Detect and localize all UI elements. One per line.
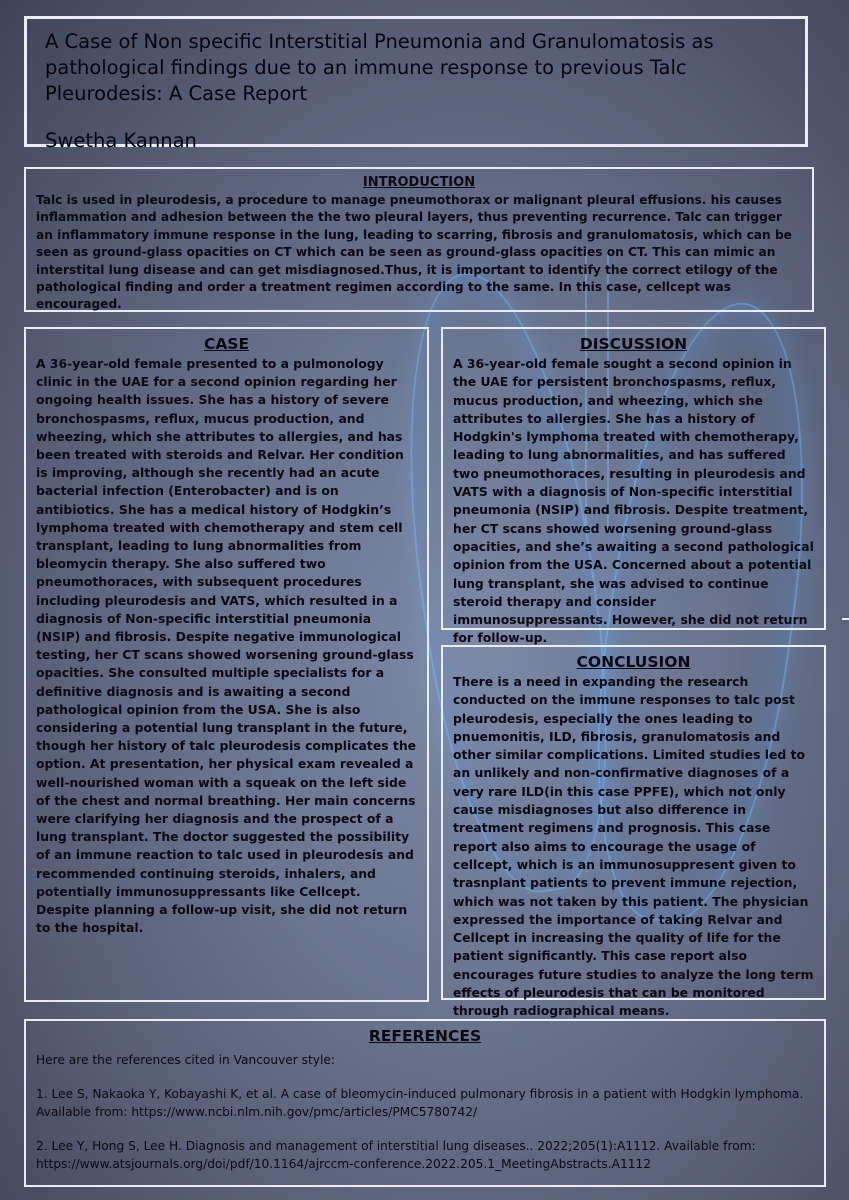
- conclusion-text: There is a need in expanding the research conducted on the immune responses to talc post pleurodesis, especially the ones leading to pnuemonitis, ILD, fibrosis, granulomatosis and other similar complications. Limited studies led to an unlikely and non-confirmative diagnoses of a very rare ILD(in this case PPFE), which not only cause misdiagnoses but also difference in treatment regimens and prognosis. This case report also aims to encourage the usage of cellcept, which is an immunosuppresent given to trasnplant patients to prevent immune rejection, which was not taken by this patient. The physician expressed the importance of taking Relvar and Cellcept in increasing the quality of life for the patient significantly. This case report also encourages future studies to analyze the long term effects of pleurodesis that can be monitored through radiographical means.: [453, 674, 814, 1019]
- discussion-panel: [441, 327, 826, 646]
- references-heading: REFERENCES: [368, 1027, 482, 1045]
- reference-item: 2. Lee Y, Hong S, Lee H. Diagnosis and management of interstitial lung diseases.. 2022;205(1):A1112. Available from: https://www.atsjournals.org/doi/pdf/10.1164/ajrccm-conference.2022.205.1_MeetingAbstracts.A1112: [36, 1139, 756, 1171]
- discussion-heading: DISCUSSION: [579, 335, 688, 353]
- title-panel: [24, 16, 808, 152]
- conclusion-panel: [441, 645, 826, 1019]
- discussion-text: A 36-year-old female sought a second opinion in the UAE for persistent bronchospasms, reflux, mucus production, and wheezing, which she attributes to allergies. She has a history of Hodgkin's lymphoma treated with chemotherapy, leading to lung abnormalities, and has suffered two pneumothoraces, resulting in pleurodesis and VATS with a diagnosis of Non-specific interstitial pneumonia (NSIP) and fibrosis. Despite treatment, her CT scans showed worsening ground-glass opacities, and she’s awaiting a second pathological opinion from the USA. Concerned about a potential lung transplant, she was advised to continue steroid therapy and consider immunosuppressants. However, she did not return for follow-up.: [453, 356, 814, 646]
- conclusion-heading: CONCLUSION: [576, 653, 691, 671]
- divider-tick: [842, 618, 849, 620]
- reference-item: 1. Lee S, Nakaoka Y, Kobayashi K, et al. A case of bleomycin-induced pulmonary fibrosis in a patient with Hodgkin lymphoma. Available from: https://www.ncbi.nlm.nih.gov/pmc/articles/PMC5780742/: [36, 1087, 804, 1119]
- author-name: Swetha Kannan: [45, 129, 197, 152]
- references-intro: Here are the references cited in Vancouver style:: [36, 1053, 336, 1067]
- case-heading: CASE: [203, 335, 250, 353]
- case-panel: [24, 327, 429, 1002]
- introduction-panel: [24, 167, 814, 312]
- introduction-heading: INTRODUCTION: [362, 175, 476, 190]
- introduction-text: Talc is used in pleurodesis, a procedure to manage pneumothorax or malignant pleural effusions. his causes inflammation and adhesion between the the two pleural layers, thus preventing recurrence. Talc can trigger an inflammatory immune response in the lung, leading to scarring, fibrosis and granulomatosis, which can be seen as ground-glass opacities on CT which can be seen as ground-glass opacities on CT. This can mimic an interstital lung disease and can get misdiagnosed.Thus, it is important to identify the correct etilogy of the pathological finding and order a treatment regimen according to the same. In this case, cellcept was encouraged.: [36, 193, 792, 312]
- case-text: A 36-year-old female presented to a pulmonology clinic in the UAE for a second opinion regarding her ongoing health issues. She has a history of severe bronchospasms, reflux, mucus production, and wheezing, which she attributes to allergies, and has been treated with steroids and Relvar. Her condition is improving, although she recently had an acute bacterial infection (Enterobacter) and is on antibiotics. She has a medical history of Hodgkin’s lymphoma treated with chemotherapy and stem cell transplant, leading to lung abnormalities from bleomycin therapy. She also suffered two pneumothoraces, with subsequent procedures including pleurodesis and VATS, which resulted in a diagnosis of Non-specific interstitial pneumonia (NSIP) and fibrosis. Despite negative immunological testing, her CT scans showed worsening ground-glass opacities. She consulted multiple specialists for a definitive diagnosis and is awaiting a second pathological opinion from the USA. She is also considering a potential lung transplant in the future, though her history of talc pleurodesis complicates the option. At presentation, her physical exam revealed a well-nourished woman with a squeak on the left side of the chest and normal breathing. Her main concerns were clarifying her diagnosis and the prospect of a lung transplant. The doctor suggested the possibility of an immune reaction to talc used in pleurodesis and recommended continuing steroids, inhalers, and potentially immunosuppressants like Cellcept. Despite planning a follow-up visit, she did not return to the hospital.: [36, 356, 417, 936]
- poster-title: A Case of Non specific Interstitial Pneumonia and Granulomatosis as pathological findings due to an immune response to previous Talc Pleurodesis: A Case Report: [45, 30, 714, 105]
- references-panel: [24, 1019, 826, 1187]
